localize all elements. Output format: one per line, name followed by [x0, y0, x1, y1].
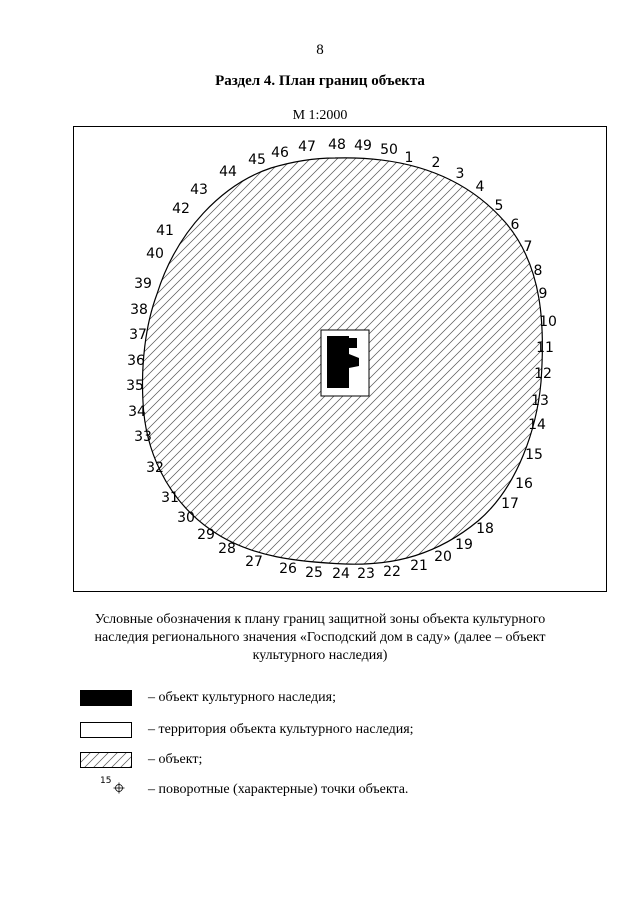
- turning-point-label: 2: [431, 155, 441, 171]
- turning-point-label: 11: [536, 340, 554, 356]
- turning-point-label: 37: [129, 327, 147, 343]
- turning-point-label: 10: [539, 314, 557, 330]
- turning-point-label: 8: [533, 263, 543, 279]
- turning-point-label: 19: [455, 537, 473, 553]
- turning-point-label: 48: [328, 137, 346, 153]
- turning-point-sample-number: 15: [100, 776, 112, 786]
- legend-item-turning-point: [80, 776, 560, 800]
- turning-point-label: 32: [146, 460, 164, 476]
- page-number: 8: [316, 42, 324, 58]
- turning-point-label: 16: [515, 476, 533, 492]
- turning-point-label: 31: [161, 490, 179, 506]
- turning-point-label: 3: [455, 166, 465, 182]
- turning-point-label: 21: [410, 558, 428, 574]
- turning-point-label: 30: [177, 510, 195, 526]
- turning-point-label: 45: [248, 152, 266, 168]
- turning-point-label: 33: [134, 429, 152, 445]
- legend-item-text: – поворотные (характерные) точки объекта.: [148, 782, 409, 797]
- turning-point-label: 27: [245, 554, 263, 570]
- turning-point-label: 29: [197, 527, 215, 543]
- turning-point-label: 38: [130, 302, 148, 318]
- turning-point-label: 24: [332, 566, 350, 582]
- legend-item-text: – объект;: [148, 752, 203, 767]
- turning-point-label: 28: [218, 541, 236, 557]
- turning-point-label: 1: [404, 150, 414, 166]
- legend-caption: Условные обозначения к плану границ защитной зоны объекта культурного наследия регионального значения «Господский дом в саду» (далее – объект культурного наследия): [94, 612, 546, 663]
- turning-point-label: 18: [476, 521, 494, 537]
- legend-item-heritage-territory: [80, 720, 560, 740]
- legend-item-object: [80, 750, 560, 770]
- turning-point-label: 15: [525, 447, 543, 463]
- heritage-object: [327, 336, 349, 388]
- heritage-object-annex: [349, 338, 357, 348]
- turning-point-label: 50: [380, 142, 398, 158]
- turning-point-label: 49: [354, 138, 372, 154]
- hatch-swatch: [80, 752, 132, 768]
- turning-point-label: 22: [383, 564, 401, 580]
- boundary-map: [73, 126, 607, 592]
- legend-item-text: – территория объекта культурного наследия;: [148, 722, 414, 737]
- turning-point-label: 34: [128, 404, 146, 420]
- turning-point-label: 46: [271, 145, 289, 161]
- turning-point-label: 9: [538, 286, 548, 302]
- turning-point-label: 39: [134, 276, 152, 292]
- turning-point-label: 41: [156, 223, 174, 239]
- turning-point-label: 13: [531, 393, 549, 409]
- turning-point-label: 43: [190, 182, 208, 198]
- map-scale: М 1:2000: [292, 108, 348, 123]
- section-title: Раздел 4. План границ объекта: [215, 73, 425, 89]
- turning-point-label: 26: [279, 561, 297, 577]
- turning-point-label: 6: [510, 217, 520, 233]
- legend-item-text: – объект культурного наследия;: [148, 690, 336, 705]
- turning-point-label: 14: [528, 417, 546, 433]
- turning-point-label: 35: [126, 378, 144, 394]
- turning-point-label: 20: [434, 549, 452, 565]
- turning-point-label: 4: [475, 179, 485, 195]
- black-swatch: [80, 690, 132, 706]
- turning-point-label: 42: [172, 201, 190, 217]
- turning-point-label: 7: [523, 239, 533, 255]
- turning-point-label: 12: [534, 366, 552, 382]
- turning-point-label: 23: [357, 566, 375, 582]
- white-swatch: [80, 722, 132, 738]
- turning-point-label: 17: [501, 496, 519, 512]
- turning-point-label: 36: [127, 353, 145, 369]
- turning-point-label: 47: [298, 139, 316, 155]
- turning-point-icon: [113, 782, 125, 794]
- legend-item-heritage-object: [80, 688, 560, 708]
- turning-point-label: 5: [494, 198, 504, 214]
- turning-point-label: 44: [219, 164, 237, 180]
- turning-point-label: 25: [305, 565, 323, 581]
- turning-point-label: 40: [146, 246, 164, 262]
